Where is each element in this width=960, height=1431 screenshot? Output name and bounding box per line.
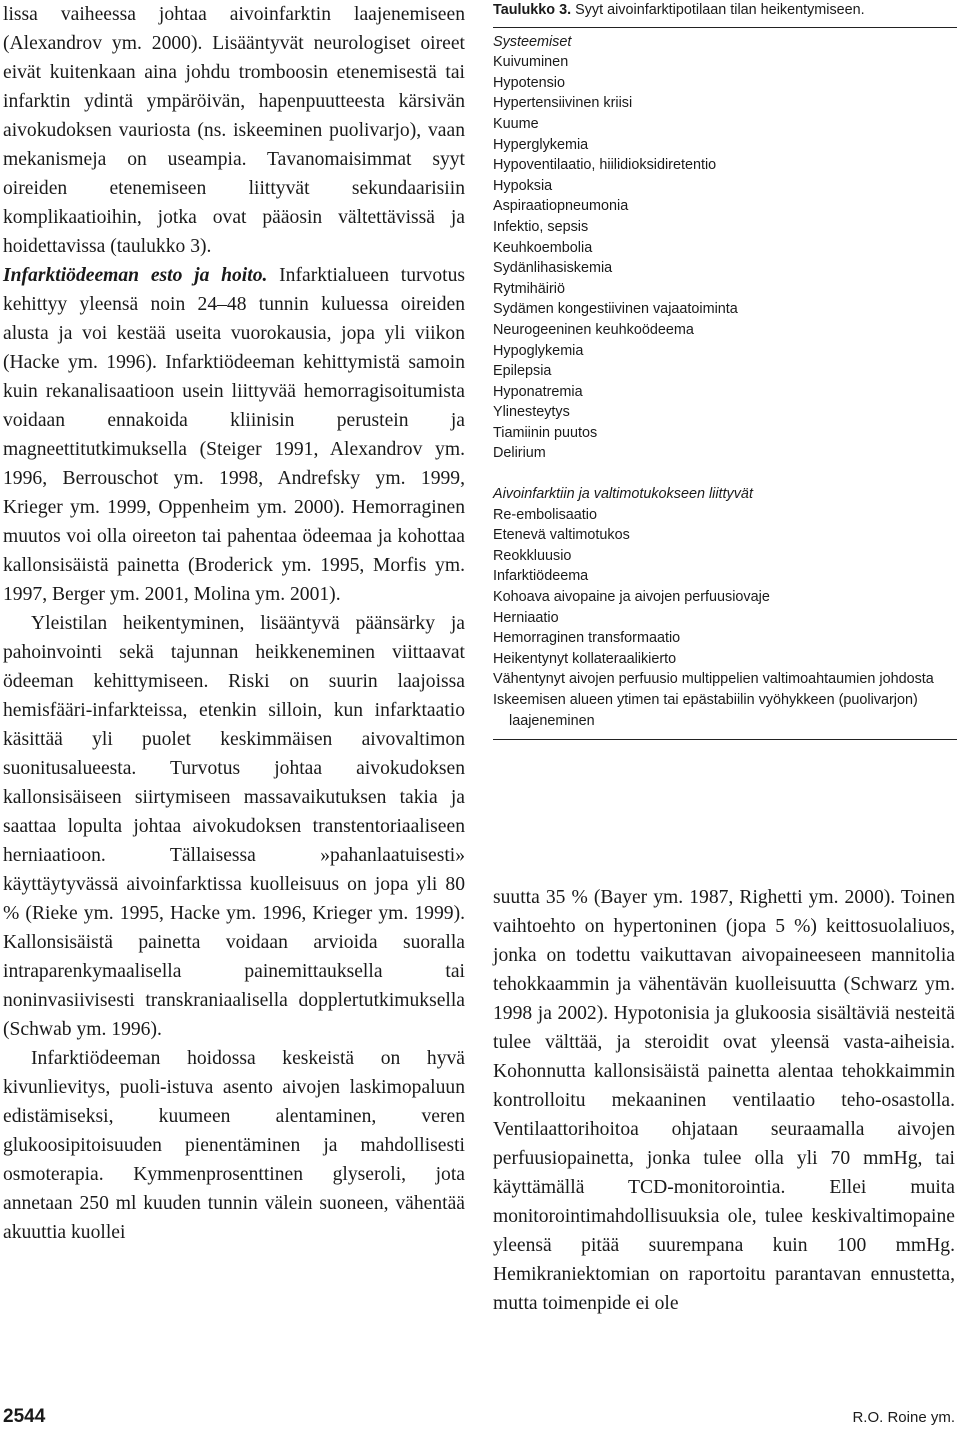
table-list-item: Hypertensiivinen kriisi	[493, 95, 633, 112]
table-list-item: Keuhkoembolia	[493, 239, 593, 256]
table-section-list	[493, 505, 957, 732]
table-list-item: Infarktiödeema	[493, 568, 589, 585]
table-list-item: Reokkluusio	[493, 547, 572, 564]
table-list-item: Herniaatio	[493, 609, 559, 626]
table-list-item: Vähentynyt aivojen perfuusio multippelien valtimoahtaumien johdosta	[493, 671, 934, 688]
table-section-heading: Systeemiset	[493, 33, 572, 50]
page-number: 2544	[3, 1406, 46, 1427]
paragraph: Infarktiödeeman hoidossa keskeistä on hyvä kivunlievitys, puoli-istuva asento aivojen laskimopaluun edistämiseksi, kuumeen alentaminen, veren glukoosipitoisuuden pienentäminen ja mahdollisesti osmoterapia. Kymmenprosenttinen glyseroli, jota annetaan 250 ml kuuden tunnin välein suoneen, vähentää akuuttia kuollei	[3, 1048, 465, 1243]
table-section-list	[493, 52, 957, 464]
table-list-item: Aspiraatiopneumonia	[493, 198, 629, 215]
table-list-item: Etenevä valtimotukos	[493, 527, 630, 544]
table-list-item: Neurogeeninen keuhkoödeema	[493, 321, 694, 338]
table-caption	[493, 0, 957, 21]
paragraph-body: Infarktialueen turvotus kehittyy yleensä noin 24–48 tunnin kuluessa oireiden alusta ja voi kestää useita vuorokausia, jopa yli viikon (Hacke ym. 1996). Infarktiödeeman kehittymistä samoin kuin rekanalisaatioon usein liittyvää hemorragisoitumista voidaan ennakoida kliinisin perustein ja magneettitutkimuksella (Steiger 1991, Alexandrov ym. 1996, Berrouschot ym. 1998, Andrefsky ym. 1999, Krieger ym. 1999, Oppenheim ym. 2000). Hemorraginen muutos voi olla oireeton tai pahentaa ödeemaa ja kohottaa kallonsisäistä painetta (Broderick ym. 1995, Morfis ym. 1997, Berger ym. 2001, Molina ym. 2001).	[3, 265, 466, 605]
table-list-item: Heikentynyt kollateraalikierto	[493, 650, 677, 667]
paragraph: Yleistilan heikentyminen, lisääntyvä päänsärky ja pahoinvointi sekä tajunnan heikkeneminen viittaavat ödeeman kehittymiseen. Riski on suurin laajoissa hemisfääri-infarkteissa, etenkin silloin, kun infarktaatio käsittää yli puolet keskimmäisen aivovaltimon suonitusalueesta. Turvotus johtaa aivokudoksen kallonsisäiseen siirtymiseen massavaikutuksen takia ja saattaa lopulta johtaa aivokudoksen transtentoriaaliseen herniaatioon. Tällaisessa »pahanlaatuisesti» käyttäytyvässä aivoinfarktissa kuolleisuus on jopa yli 80 % (Rieke ym. 1995, Hacke ym. 1996, Krieger ym. 1999). Kallonsisäistä painetta voidaan arvioida suoralla intraparenkymaalisella painemittauksella tai noninvasiivisesti transkraniaalisella dopplertutkimuksella (Schwab ym. 1996).	[3, 613, 465, 1040]
running-author: R.O. Roine ym.	[852, 1409, 955, 1426]
section-subheading: Infarktiödeeman esto ja hoito.	[3, 265, 268, 286]
table-list-item: Hypoksia	[493, 177, 553, 194]
table-list-item: Kohoava aivopaine ja aivojen perfuusiovaje	[493, 589, 770, 606]
table-bottom-rule	[493, 739, 957, 740]
paragraph: lissa vaiheessa johtaa aivoinfarktin laajenemiseen (Alexandrov ym. 2000). Lisääntyvät neurologiset oireet eivät kuitenkaan aina johdu tromboosin etenemisestä tai infarktin ydintä ympäröivän, hapenpuutteesta kärsivän aivokudoksen vauriosta (ns. iskeeminen puolivarjo), vaan mekanismeja on useampia. Tavanomaisimmat syyt oireiden etenemiseen liittyvät sekundaarisiin komplikaatioihin, jotka ovat pääosin vältettävissä ja hoidettavissa (taulukko 3).	[3, 4, 465, 257]
table-list-item: Hemorraginen transformaatio	[493, 630, 681, 647]
table-list-item: Epilepsia	[493, 363, 552, 380]
table-list-item: Hypoventilaatio, hiilidioksidiretentio	[493, 157, 717, 174]
left-text-column	[3, 0, 465, 1247]
right-text-column	[493, 883, 955, 1318]
table-list-item: Infektio, sepsis	[493, 218, 589, 235]
table-list-item: Hypotensio	[493, 74, 565, 91]
table-list-item: Sydänlihasiskemia	[493, 260, 613, 277]
table-label: Taulukko 3.	[493, 2, 572, 18]
table-list-item: Iskeemisen alueen ytimen tai epästabiilin vyöhykkeen (puolivarjon) laajeneminen	[493, 692, 918, 729]
table-top-rule	[493, 27, 957, 28]
table-list-item: Sydämen kongestiivinen vajaatoiminta	[493, 301, 738, 318]
table-section-heading: Aivoinfarktiin ja valtimotukokseen liittyvät	[493, 486, 753, 503]
table-list-item: Ylinesteytys	[493, 404, 570, 421]
table-list-item: Tiamiinin puutos	[493, 424, 598, 441]
table-list-item: Hyponatremia	[493, 383, 583, 400]
table-list-item: Rytmihäiriö	[493, 280, 565, 297]
table-list-item: Hypoglykemia	[493, 342, 584, 359]
table-list-item: Re-embolisaatio	[493, 506, 597, 523]
table-list-item: Delirium	[493, 445, 546, 462]
paragraph	[3, 261, 465, 609]
table-3	[493, 0, 957, 744]
table-list-item: Hyperglykemia	[493, 136, 589, 153]
table-caption-text: Syyt aivoinfarktipotilaan tilan heikentymiseen.	[571, 2, 865, 18]
table-list-item: Kuivuminen	[493, 54, 569, 71]
paragraph: suutta 35 % (Bayer ym. 1987, Righetti ym. 2000). Toinen vaihtoehto on hypertoninen (jopa 5 %) keittosuolaliuos, jonka on todettu vaikuttavan aivopaineeseen mannitolia tehokkaammin ja vähentävän kuolleisuutta (Schwarz ym. 1998 ja 2002). Hypotonisia ja glukoosia sisältäviä nesteitä tulee välttää, ja steroidit ovat yleensä vasta-aiheisia. Kohonnutta kallonsisäistä painetta alentaa tehokkaimmin kontrolloitu mekaaninen ventilaatio teho-osastolla. Ventilaattorihoitoa ohjataan seuraamalla aivojen perfuusiopainetta, jonka tulee olla yli 70 mmHg, tai käyttämällä TCD-monitorointia. Ellei muita monitorointimahdollisuuksia ole, tulee keskivaltimopaine yleensä pitää suurempana kuin 100 mmHg. Hemikraniektomian on raportoitu parantavan ennustetta, mutta toimenpide ei ole	[493, 887, 955, 1314]
table-list-item: Kuume	[493, 115, 539, 132]
